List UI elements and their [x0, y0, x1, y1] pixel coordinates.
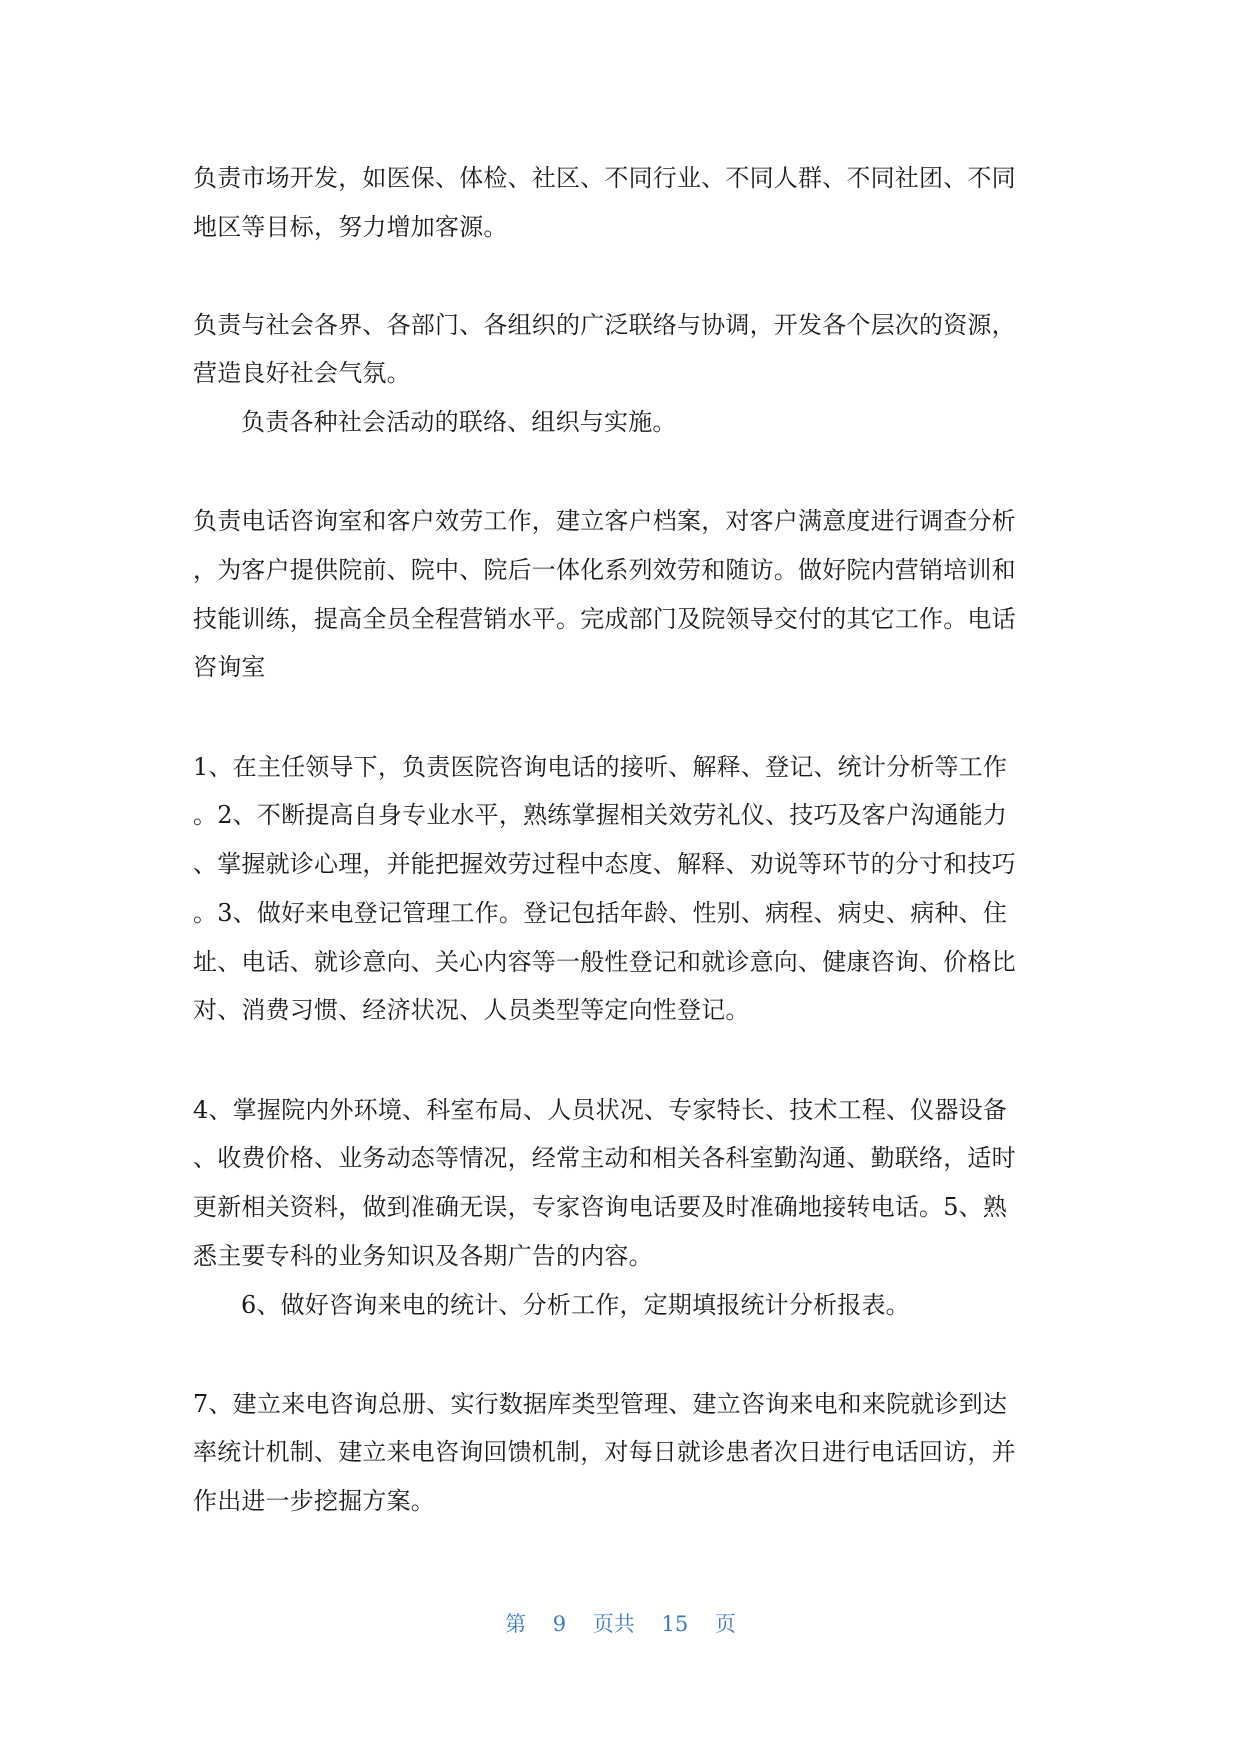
- text-line: 址、电话、就诊意向、关心内容等一般性登记和就诊意向、健康咨询、价格比: [193, 948, 1016, 976]
- text-line: 7、建立来电咨询总册、实行数据库类型管理、建立咨询来电和来院就诊到达: [193, 1390, 1008, 1418]
- text-line: 对、消费习惯、经济状况、人员类型等定向性登记。: [193, 996, 750, 1024]
- text-line: 。2、不断提高自身专业水平，熟练掌握相关效劳礼仪、技巧及客户沟通能力: [193, 801, 1008, 829]
- text-line: 悉主要专科的业务知识及各期广告的内容。: [193, 1242, 653, 1270]
- text-line: ，为客户提供院前、院中、院后一体化系列效劳和随访。做好院内营销培训和: [193, 556, 1016, 584]
- text-line: 咨询室: [193, 653, 266, 681]
- text-line: 、掌握就诊心理，并能把握效劳过程中态度、解释、劝说等环节的分寸和技巧: [193, 850, 1016, 878]
- text-line: 地区等目标，努力增加客源。: [193, 213, 508, 241]
- text-line: 1、在主任领导下，负责医院咨询电话的接听、解释、登记、统计分析等工作: [193, 753, 1008, 781]
- text-line: 负责市场开发，如医保、体检、社区、不同行业、不同人群、不同社团、不同: [193, 164, 1016, 192]
- text-line: 作出进一步挖掘方案。: [193, 1487, 435, 1515]
- text-line: 4、掌握院内外环境、科室布局、人员状况、专家特长、技术工程、仪器设备: [193, 1096, 1008, 1124]
- text-line: 负责与社会各界、各部门、各组织的广泛联络与协调，开发各个层次的资源，: [193, 311, 1016, 339]
- footer-middle: 页共: [592, 1612, 635, 1636]
- text-line: 更新相关资料，做到准确无误，专家咨询电话要及时准确地接转电话。5、熟: [193, 1193, 1008, 1221]
- text-line: 营造良好社会气氛。: [193, 359, 411, 387]
- text-line: 负责各种社会活动的联络、组织与实施。: [241, 408, 677, 436]
- text-line: 。3、做好来电登记管理工作。登记包括年龄、性别、病程、病史、病种、住: [193, 899, 1008, 927]
- footer-prefix: 第: [505, 1612, 527, 1636]
- text-line: 6、做好咨询来电的统计、分析工作，定期填报统计分析报表。: [241, 1291, 910, 1319]
- page-footer: [0, 1608, 1241, 1638]
- text-line: 率统计机制、建立来电咨询回馈机制，对每日就诊患者次日进行电话回访，并: [193, 1438, 1016, 1466]
- text-line: 、收费价格、业务动态等情况，经常主动和相关各科室勤沟通、勤联络，适时: [193, 1144, 1016, 1172]
- footer-suffix: 页: [714, 1612, 736, 1636]
- text-line: 技能训练，提高全员全程营销水平。完成部门及院领导交付的其它工作。电话: [193, 605, 1016, 633]
- footer-total-pages: 15: [661, 1612, 689, 1636]
- text-line: 负责电话咨询室和客户效劳工作，建立客户档案，对客户满意度进行调查分析: [193, 507, 1016, 535]
- footer-page-number: 9: [552, 1612, 567, 1636]
